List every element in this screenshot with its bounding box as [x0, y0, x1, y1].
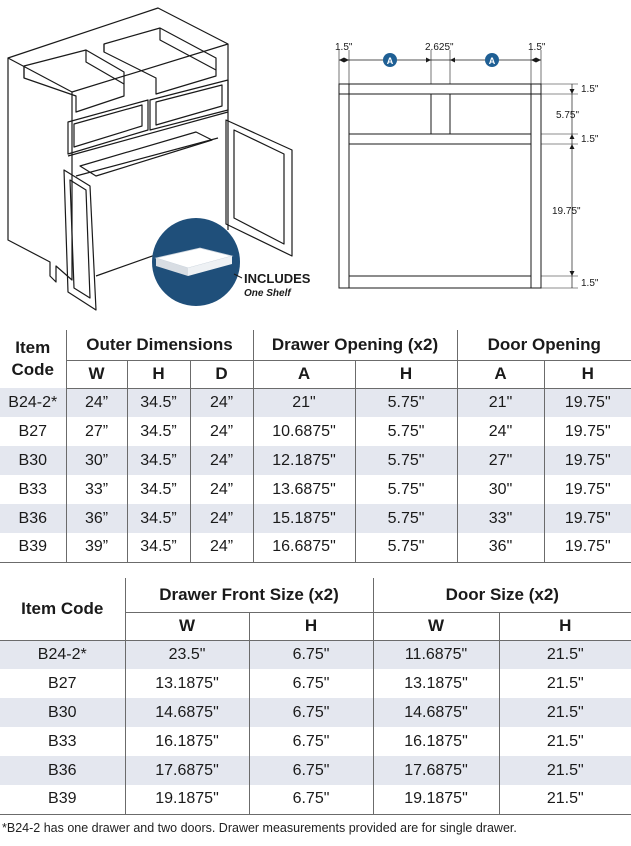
- table-cell: 33": [457, 504, 544, 533]
- table-cell: 6.75": [249, 640, 373, 669]
- col-header: D: [190, 360, 253, 388]
- col-header: A: [457, 360, 544, 388]
- table-cell: 21.5": [499, 698, 631, 727]
- item-code-cell: B30: [0, 698, 125, 727]
- opening-dimensions-table: [0, 330, 631, 563]
- dim-top-rail: 1.5": [581, 84, 599, 95]
- table-cell: 5.75": [355, 475, 457, 504]
- table-cell: 16.1875": [125, 727, 249, 756]
- face-frame-outline: [339, 84, 541, 288]
- drawer-front-left: [68, 100, 148, 154]
- item-code-cell: B27: [0, 669, 125, 698]
- col-header: H: [499, 612, 631, 640]
- table-cell: 24”: [190, 475, 253, 504]
- table-cell: 19.1875": [373, 785, 499, 814]
- marker-label: A: [386, 56, 394, 66]
- table-cell: 13.6875": [253, 475, 355, 504]
- dim-door-opening: 19.75": [552, 206, 581, 217]
- table-cell: 21.5": [499, 785, 631, 814]
- table-row: [0, 446, 631, 475]
- table-cell: 21": [457, 388, 544, 417]
- table-cell: 19.75": [564, 422, 611, 440]
- item-code-cell: B24-2*: [0, 388, 66, 417]
- table-cell: 19.75": [544, 388, 631, 417]
- table-cell: 19.75": [564, 480, 611, 498]
- table-cell: 6.75": [249, 669, 373, 698]
- item-code-cell: B27: [0, 417, 66, 446]
- table-cell: 24”: [190, 446, 253, 475]
- table-cell: 5.75": [355, 417, 457, 446]
- col-header: H: [355, 360, 457, 388]
- table-cell: 39”: [66, 533, 127, 562]
- table-cell: 24”: [66, 388, 127, 417]
- table-cell: 6.75": [249, 785, 373, 814]
- dim-drawer-opening: 5.75": [556, 110, 580, 121]
- table-row: [0, 669, 631, 698]
- drawer-opening-header: Drawer Opening (x2): [253, 330, 457, 360]
- shelf-badge-icon: [152, 218, 242, 306]
- table-row: [0, 756, 631, 785]
- door-left: [64, 170, 96, 310]
- table-row: [0, 640, 631, 669]
- cabinet-top-back: [8, 8, 228, 92]
- door-size-header: Door Size (x2): [373, 578, 631, 612]
- table-cell: 16.6875": [253, 533, 355, 562]
- outer-dimensions-header: Outer Dimensions: [66, 330, 253, 360]
- dim-bottom-rail: 1.5": [581, 278, 599, 289]
- table-row: [0, 727, 631, 756]
- table-cell: 15.1875": [253, 504, 355, 533]
- table-cell: 19.75": [544, 504, 631, 533]
- table-cell: 19.1875": [125, 785, 249, 814]
- item-code-header: Item Code: [0, 330, 66, 388]
- table-cell: 24”: [190, 388, 253, 417]
- table-cell: 12.1875": [253, 446, 355, 475]
- table-cell: 6.75": [249, 756, 373, 785]
- table-cell: 14.6875": [373, 698, 499, 727]
- table-cell: 34.5”: [127, 417, 190, 446]
- table-cell: 34.5”: [127, 475, 190, 504]
- door-opening-header: Door Opening: [457, 330, 631, 360]
- item-code-cell: B33: [0, 475, 66, 504]
- item-code-cell: B39: [0, 533, 66, 562]
- component-sizes-table: [0, 578, 631, 815]
- table-cell: 14.6875": [125, 698, 249, 727]
- table-row: [0, 417, 631, 446]
- col-header: W: [125, 612, 249, 640]
- table-cell: 6.75": [249, 698, 373, 727]
- table-cell: 5.75": [355, 533, 457, 562]
- marker-label: A: [488, 56, 496, 66]
- table-cell: 21.5": [499, 756, 631, 785]
- item-code-cell: B33: [0, 727, 125, 756]
- table-cell: 24”: [190, 504, 253, 533]
- table-cell: 21.5": [546, 732, 584, 750]
- table-cell: 19.75": [544, 533, 631, 562]
- cabinet-illustration: [0, 0, 631, 330]
- item-code-cell: B30: [0, 446, 66, 475]
- footnote: *B24-2 has one drawer and two doors. Drawer measurements provided are for single drawer.: [2, 821, 517, 835]
- item-code-cell: B24-2*: [0, 640, 125, 669]
- table-row: [0, 533, 631, 562]
- table-cell: 36": [457, 533, 544, 562]
- drawer-front-size-header: Drawer Front Size (x2): [125, 578, 373, 612]
- item-code-cell: B36: [0, 756, 125, 785]
- col-header: H: [127, 360, 190, 388]
- door-right: [226, 120, 292, 256]
- table-cell: 21": [253, 388, 355, 417]
- item-code-cell: B36: [0, 504, 66, 533]
- table-cell: 21.5": [546, 674, 584, 692]
- item-code-header: Item Code: [0, 578, 125, 640]
- table-cell: 27": [457, 446, 544, 475]
- dim-stile-left: 1.5": [335, 42, 353, 53]
- table-cell: 36”: [66, 504, 127, 533]
- col-header: W: [66, 360, 127, 388]
- table-cell: 27”: [66, 417, 127, 446]
- table-cell: 10.6875": [253, 417, 355, 446]
- dim-mullion: 2.625": [425, 42, 454, 53]
- table-cell: 23.5": [125, 640, 249, 669]
- table-cell: 34.5”: [127, 446, 190, 475]
- badge-subtitle: One Shelf: [244, 288, 291, 299]
- table-cell: 24”: [190, 533, 253, 562]
- table-row: [0, 388, 631, 417]
- table-cell: 33”: [66, 475, 127, 504]
- col-header: H: [544, 360, 631, 388]
- col-header: A: [253, 360, 355, 388]
- item-code-cell: B39: [0, 785, 125, 814]
- table-cell: 5.75": [355, 388, 457, 417]
- table-cell: 5.75": [355, 446, 457, 475]
- table-cell: 24”: [190, 417, 253, 446]
- badge-title: INCLUDES: [244, 271, 311, 286]
- table-cell: 19.75": [544, 446, 631, 475]
- dim-mid-rail: 1.5": [581, 134, 599, 145]
- table-cell: 34.5”: [127, 504, 190, 533]
- table-cell: 17.6875": [125, 756, 249, 785]
- table-row: [0, 504, 631, 533]
- table-row: [0, 785, 631, 814]
- table-cell: 24": [457, 417, 544, 446]
- table-cell: 30": [457, 475, 544, 504]
- table-cell: 21.5": [499, 640, 631, 669]
- table-cell: 13.1875": [373, 669, 499, 698]
- table-cell: 17.6875": [373, 756, 499, 785]
- table-row: [0, 698, 631, 727]
- col-header: W: [373, 612, 499, 640]
- table-cell: 30”: [66, 446, 127, 475]
- table-cell: 13.1875": [125, 669, 249, 698]
- col-header: H: [249, 612, 373, 640]
- table-cell: 6.75": [249, 727, 373, 756]
- table-cell: 11.6875": [373, 640, 499, 669]
- dim-stile-right: 1.5": [528, 42, 546, 53]
- table-cell: 34.5”: [127, 388, 190, 417]
- table-row: [0, 475, 631, 504]
- table-cell: 34.5”: [127, 533, 190, 562]
- table-cell: 16.1875": [373, 727, 499, 756]
- table-cell: 5.75": [355, 504, 457, 533]
